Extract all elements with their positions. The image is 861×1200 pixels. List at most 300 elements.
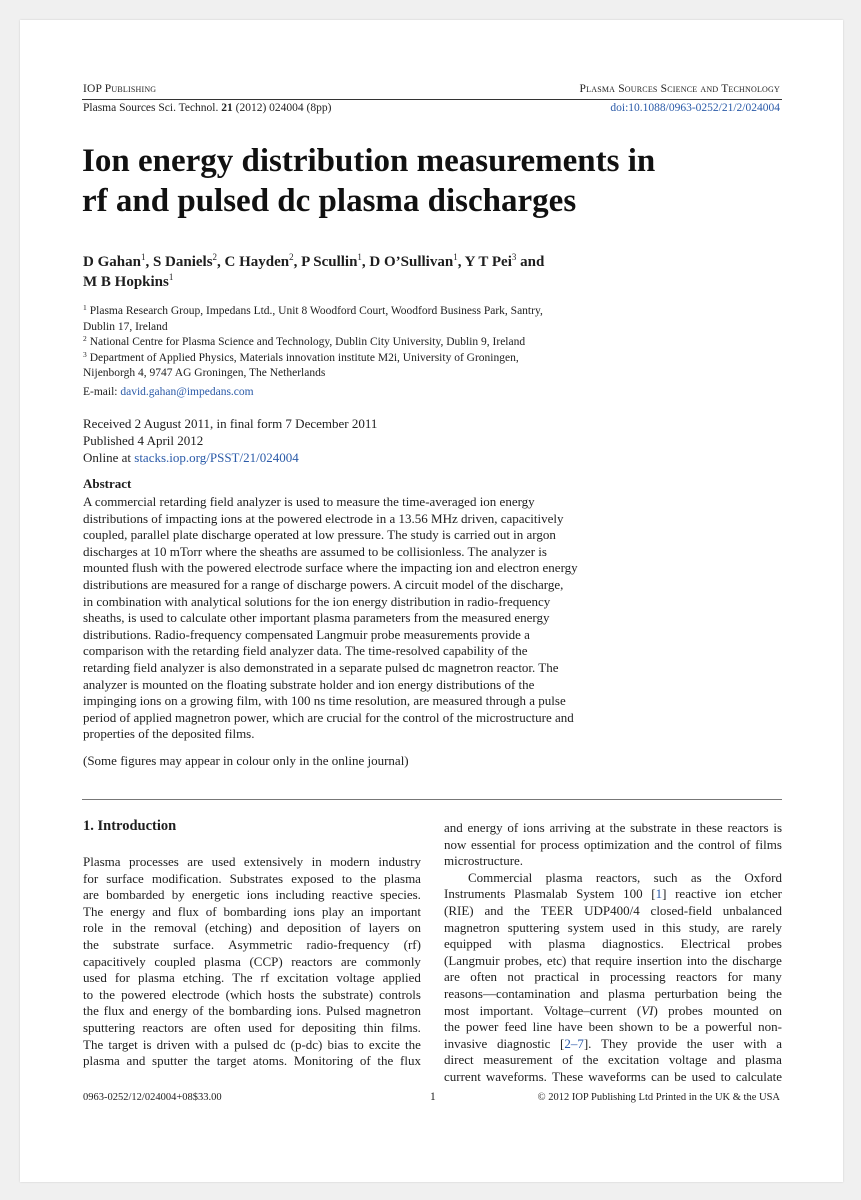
body-word: modern — [330, 854, 370, 869]
body-word: are — [340, 953, 357, 969]
body-word: the — [83, 936, 99, 952]
author-separator: , — [457, 254, 465, 270]
body-word: electrode — [171, 986, 220, 1002]
body-word: at — [595, 820, 605, 835]
abstract-line: A commercial retarding field analyzer is used to measure the time-averaged ion energy — [83, 494, 535, 509]
body-word: magnetron — [365, 1003, 421, 1019]
journal-name: Plasma Sources Science and Technology — [579, 83, 780, 95]
body-word: the — [194, 1053, 211, 1069]
body-word: many — [753, 969, 782, 985]
body-word: for — [83, 870, 99, 886]
author-affiliation-marker: 1 — [453, 252, 458, 262]
body-word: equipped — [444, 936, 492, 952]
body-word: used — [83, 970, 107, 986]
body-word: perturbation — [654, 985, 719, 1001]
body-word: energy — [152, 1003, 188, 1019]
body-text-line — [444, 1069, 782, 1086]
body-word: to — [341, 870, 353, 886]
body-word: the — [208, 1003, 225, 1019]
body-word: Plasma — [83, 854, 121, 869]
header-rule — [82, 99, 782, 100]
body-word: have — [558, 1019, 583, 1035]
body-word: the — [83, 1003, 99, 1019]
body-word: target — [108, 1036, 138, 1052]
body-word: insertion — [636, 952, 683, 968]
body-word: discharge — [732, 952, 782, 968]
body-word: the — [129, 920, 146, 936]
body-word: sputter — [152, 1053, 188, 1069]
body-word: plasma — [137, 970, 175, 986]
body-word: of — [192, 1003, 204, 1019]
body-word: used — [211, 854, 236, 869]
body-word: of — [562, 1052, 573, 1068]
body-word: etc) — [546, 952, 567, 968]
body-word: essential — [471, 836, 516, 852]
body-word: and — [716, 1052, 736, 1068]
body-word: used — [248, 1019, 272, 1035]
body-word: the — [514, 902, 530, 918]
section-separator — [82, 799, 782, 800]
body-word: controls — [379, 986, 421, 1002]
body-word: on — [769, 1002, 782, 1018]
body-word: invasive — [444, 1035, 488, 1051]
body-text-line — [83, 954, 421, 971]
body-word: used — [612, 919, 636, 935]
body-word: Commercial — [468, 869, 533, 885]
body-word: processing — [609, 969, 666, 985]
body-word: the — [686, 1035, 703, 1051]
body-word: excite — [368, 1036, 400, 1052]
body-word: 100 — [623, 886, 643, 902]
body-word: (VI) — [636, 1002, 658, 1018]
body-word: surface — [106, 870, 144, 886]
body-word: system — [567, 919, 604, 935]
body-word: non- — [758, 1019, 782, 1035]
citation-volume: 21 — [221, 102, 233, 114]
author-affiliation-marker: 2 — [212, 252, 218, 262]
author-affiliation-marker: 1 — [140, 252, 146, 262]
author-affiliation-marker: 2 — [289, 252, 294, 262]
body-text-line — [83, 887, 421, 904]
affiliation-number: 2 — [83, 334, 87, 343]
body-word: probes, — [504, 952, 543, 968]
body-word: been — [588, 1019, 614, 1035]
body-text-line — [444, 1019, 782, 1036]
body-word: study, — [689, 919, 720, 935]
citation-journal: Plasma Sources Sci. Technol. — [83, 102, 219, 114]
body-word: voltage — [336, 970, 375, 986]
body-word: substrate — [630, 820, 677, 835]
body-word: that — [571, 952, 591, 968]
author-separator: and — [516, 254, 545, 270]
received-date: Received 2 August 2011, in final form 7 December 2011 — [83, 416, 378, 431]
online-label: Online at — [83, 450, 132, 465]
citation-line — [83, 102, 331, 114]
author-affiliation-marker: 3 — [511, 252, 517, 262]
body-word: diagnostic — [496, 1035, 551, 1051]
footer-code: 0963-0252/12/024004+08$33.00 — [83, 1092, 222, 1103]
body-word: (RIE) — [444, 902, 474, 918]
body-column-left — [83, 854, 421, 1070]
abstract-line: impinging ions on a growing film, with 100 ns time resolution, are measured through a pulse — [83, 693, 566, 709]
body-word: Monitoring — [293, 1053, 354, 1069]
abstract-line: distributions are measured for a range of discharge powers. A circuit model of the discharge, — [83, 576, 564, 592]
body-word: and — [484, 902, 504, 918]
body-word: species. — [380, 887, 421, 903]
body-word: the — [300, 986, 317, 1002]
body-word: this — [662, 919, 681, 935]
body-word: waveforms — [588, 1068, 646, 1084]
body-word: bombarding — [228, 1003, 292, 1019]
body-word: a — [223, 1036, 229, 1052]
body-word: plasma — [548, 936, 586, 952]
affiliation-number: 3 — [83, 349, 87, 359]
body-word: reasons—contamination — [444, 985, 571, 1001]
body-text-line — [83, 937, 421, 954]
body-word: important — [370, 903, 421, 919]
body-word: (rf) — [403, 936, 421, 952]
abstract-line: analyzer is mounted on the floating substrate holder and ion energy distributions of the — [83, 676, 535, 692]
affiliation-line: $^3$ Department of Applied Physics, Materials innovation institute M2i, University of Groningen, — [83, 349, 519, 364]
body-word: for — [520, 836, 536, 852]
author-separator: , — [361, 254, 370, 270]
body-word: ion — [724, 886, 742, 902]
body-word: Voltage–current — [543, 1002, 627, 1018]
body-word: bombarded — [106, 887, 165, 903]
body-text-line — [444, 953, 782, 970]
body-word: energy — [110, 903, 146, 919]
body-word: sputtering — [507, 919, 560, 935]
email-label: E-mail: — [83, 386, 118, 398]
body-word: the — [609, 820, 626, 835]
body-word: ions. — [296, 1003, 322, 1019]
body-word: industry — [378, 854, 421, 869]
body-text-line — [444, 1052, 782, 1069]
paper-page — [20, 20, 843, 1182]
body-word: control — [698, 836, 736, 852]
body-word: and — [654, 836, 674, 852]
body-word: of — [359, 1053, 371, 1069]
body-word: the — [715, 869, 732, 885]
body-word: with — [508, 936, 532, 952]
body-word: and — [129, 1003, 149, 1019]
body-word: the — [360, 870, 377, 886]
body-word: reactors, — [595, 869, 641, 885]
body-word: Plasmalab — [514, 886, 568, 902]
body-text-line — [83, 920, 421, 937]
author-name: D Gahan — [83, 254, 141, 270]
body-word: to — [720, 1068, 731, 1084]
title-line: Ion energy distribution measurements in — [82, 143, 656, 179]
body-word: the — [766, 985, 782, 1001]
author-name: M B Hopkins — [83, 274, 169, 290]
body-word: substrate) — [322, 986, 374, 1002]
body-word: is — [142, 1036, 152, 1052]
body-word: plasma — [745, 1052, 782, 1068]
body-word: Pulsed — [326, 1003, 361, 1019]
body-word: plasma — [83, 1053, 120, 1069]
body-word: layers — [368, 920, 400, 936]
body-word: powered — [121, 986, 166, 1002]
body-word: flux — [400, 1053, 421, 1069]
affiliation-number: 1 — [83, 303, 87, 312]
abstract-heading: Abstract — [83, 476, 132, 491]
body-word: The — [83, 903, 104, 919]
body-word: processes — [129, 854, 179, 869]
publication-dates — [83, 415, 377, 466]
body-word: for — [727, 969, 743, 985]
body-text-line — [444, 920, 782, 937]
author-list — [83, 252, 783, 292]
body-word: reactors — [142, 1019, 184, 1035]
affiliation-line: $^2$ National Centre for Plasma Science and Technology, Dublin City University, Dublin 9, Ireland — [83, 334, 526, 348]
body-word: now — [444, 836, 467, 852]
body-word: excitation — [277, 970, 329, 986]
body-text-line — [444, 903, 782, 920]
body-word: These — [552, 1068, 584, 1084]
body-word: a — [776, 1035, 782, 1051]
author-name: C Hayden — [224, 254, 290, 270]
body-word: Substrates — [229, 870, 284, 886]
body-word: reactive — [675, 886, 717, 902]
body-word: capacitively — [83, 953, 146, 969]
body-word: closed-field — [650, 902, 712, 918]
online-url-link[interactable]: stacks.iop.org/PSST/21/024004 — [134, 450, 299, 465]
body-word: power — [465, 1019, 499, 1035]
body-word: (CCP) — [249, 953, 283, 969]
email-link[interactable]: david.gahan@impedans.com — [120, 386, 254, 398]
body-word: exposed — [291, 870, 334, 886]
body-word: the — [582, 1052, 599, 1068]
colour-note: (Some figures may appear in colour only in the online journal) — [83, 753, 409, 768]
body-column-right — [444, 820, 782, 1086]
abstract-line: distributions. Radio-frequency compensated Langmuir probe measurements provide a — [83, 626, 530, 642]
body-word: surface. — [173, 936, 215, 952]
body-word: line — [532, 1019, 553, 1035]
body-text-line — [444, 886, 782, 903]
body-word: Instruments — [444, 886, 506, 902]
body-word: optimization — [583, 836, 650, 852]
body-word: They — [601, 1035, 628, 1051]
body-word: for — [279, 1019, 295, 1035]
body-word: user — [712, 1035, 734, 1051]
body-text-line — [83, 1053, 421, 1070]
affiliation-line: Dublin 17, Ireland — [83, 320, 168, 333]
author-name: D O’Sullivan — [369, 254, 454, 270]
body-word: of — [739, 836, 751, 852]
body-word: energy — [467, 820, 503, 835]
affiliation-list — [83, 304, 603, 382]
body-word: these — [695, 820, 723, 835]
body-word: commonly — [365, 953, 421, 969]
body-word: modification. — [151, 870, 222, 886]
body-word: the — [99, 986, 116, 1002]
page-number: 1 — [430, 1091, 436, 1103]
body-word: and — [126, 1053, 146, 1069]
body-word: for — [114, 970, 130, 986]
body-text-line — [83, 1003, 421, 1020]
body-word: role — [83, 920, 104, 936]
body-word: practical — [534, 969, 580, 985]
body-word: thin — [363, 1019, 384, 1035]
doi-link[interactable]: doi:10.1088/0963-0252/21/2/024004 — [610, 102, 780, 114]
body-word: in — [681, 820, 692, 835]
body-word: in — [111, 920, 122, 936]
body-word: measurement — [483, 1052, 553, 1068]
body-word: to — [83, 986, 94, 1002]
body-word: [2–7]. — [559, 1035, 592, 1051]
title-line: rf and pulsed dc plasma discharges — [82, 183, 577, 219]
body-word: require — [595, 952, 632, 968]
body-word: reactive — [331, 887, 373, 903]
body-word: ions — [523, 820, 545, 835]
body-word: flux — [177, 903, 199, 919]
body-word: hosts — [267, 986, 295, 1002]
body-word: shown — [619, 1019, 654, 1035]
body-word: (which — [225, 986, 262, 1002]
body-word: extensively — [243, 854, 304, 869]
body-word: by — [171, 887, 185, 903]
body-word: mounted — [713, 1002, 759, 1018]
body-word: The — [83, 1036, 104, 1052]
abstract-text — [83, 494, 643, 743]
body-word: removal — [154, 920, 197, 936]
abstract-line: coupled, parallel plate discharge operated at low pressure. The study is carried out in argon — [83, 527, 556, 543]
footer-copyright: © 2012 IOP Publishing Ltd Printed in the UK & the USA — [537, 1092, 780, 1103]
body-word: applied — [382, 970, 421, 986]
body-word: dc — [273, 1036, 286, 1052]
body-word: sputtering — [83, 1019, 135, 1035]
body-word: are — [83, 887, 99, 903]
body-word: target — [216, 1053, 247, 1069]
body-word: (Langmuir — [444, 952, 500, 968]
body-word: the — [677, 836, 694, 852]
body-text-line — [444, 936, 782, 953]
body-word: often — [470, 969, 497, 985]
body-word: process — [540, 836, 580, 852]
body-word: including — [275, 887, 325, 903]
body-word: a — [693, 1019, 700, 1035]
body-word: feed — [504, 1019, 527, 1035]
body-word: Electrical — [680, 936, 731, 952]
body-word: System — [576, 886, 615, 902]
body-word: films. — [390, 1019, 421, 1035]
abstract-line: sheaths, is used to calculate other important plasma parameters from the measured energy — [83, 610, 550, 626]
body-text-line — [444, 820, 782, 837]
body-word: are — [190, 1019, 207, 1035]
body-text-line — [444, 1003, 782, 1020]
body-word: diagnostics. — [602, 936, 664, 952]
body-word: bias — [327, 1036, 349, 1052]
body-word: the — [405, 1036, 421, 1052]
body-word: of — [507, 820, 519, 835]
body-word: and — [260, 920, 279, 936]
body-word: current — [444, 1068, 481, 1084]
author-name: P Scullin — [301, 254, 358, 270]
section-heading: 1. Introduction — [83, 818, 177, 834]
body-word: Asymmetric — [228, 936, 293, 952]
body-word: etcher — [750, 886, 782, 902]
body-word: magnetron — [444, 919, 500, 935]
body-word: atoms. — [252, 1053, 288, 1069]
body-word: etching. — [182, 970, 225, 986]
body-word: arriving — [549, 820, 591, 835]
abstract-line: comparison with the retarding field analyzer data. The time-resolved capability of the — [83, 643, 528, 659]
body-word: The — [232, 970, 253, 986]
body-word: can — [651, 1068, 670, 1084]
body-word: is — [773, 820, 782, 835]
published-date: Published 4 April 2012 — [83, 433, 204, 448]
body-word: most — [444, 1002, 470, 1018]
body-word: and — [579, 985, 599, 1001]
abstract-line: distributions of impacting ions at the powered electrode in a 13.56 MHz driven, capacitively — [83, 510, 564, 526]
body-word: probes — [747, 936, 782, 952]
body-word: rf — [260, 970, 270, 986]
body-word: flux — [103, 1003, 125, 1019]
body-word: of — [349, 920, 361, 936]
body-word: in — [311, 854, 322, 869]
abstract-line: properties of the deposited films. — [83, 726, 255, 742]
body-word: films — [755, 836, 782, 852]
body-text-line: microstructure. — [444, 853, 524, 869]
body-word: coupled — [154, 953, 196, 969]
body-word: (p-dc) — [290, 1036, 323, 1052]
body-text-line — [83, 1020, 421, 1037]
body-word: unbalanced — [722, 902, 782, 918]
body-word: plasma — [384, 870, 421, 886]
body-text-line — [83, 904, 421, 921]
body-word: reactors — [727, 820, 769, 835]
body-text-line — [444, 870, 782, 887]
body-word: plasma — [204, 953, 241, 969]
online-line — [83, 449, 377, 466]
abstract-line: in combination with analytical solutions for the ion energy distribution in radio-frequency — [83, 593, 551, 609]
body-word: plasma — [608, 985, 646, 1001]
body-word: in — [589, 969, 600, 985]
body-word: probes — [668, 1002, 703, 1018]
email-line — [83, 386, 254, 398]
body-word: powerful — [705, 1019, 753, 1035]
body-text-line — [83, 854, 421, 871]
body-word: plasma — [545, 869, 583, 885]
body-word: and — [152, 903, 171, 919]
body-word: not — [507, 969, 524, 985]
body-word: provide — [637, 1035, 678, 1051]
author-separator: , — [293, 254, 302, 270]
body-word: used — [691, 1068, 716, 1084]
body-word: reactors — [675, 969, 718, 985]
body-word: in — [643, 919, 655, 935]
body-word: reactors — [291, 953, 333, 969]
body-word: the — [377, 1053, 394, 1069]
body-text-line — [444, 1036, 782, 1053]
body-word: to — [659, 1019, 670, 1035]
body-word: important. — [479, 1002, 534, 1018]
author-separator: , — [145, 254, 153, 270]
body-word: the — [444, 1019, 460, 1035]
body-word: play — [321, 903, 345, 919]
body-word: direct — [444, 1052, 474, 1068]
author-name: S Daniels — [152, 254, 213, 270]
body-word: substrate — [112, 936, 160, 952]
body-word: calculate — [735, 1068, 782, 1084]
body-word: be — [674, 1068, 687, 1084]
body-word: ions — [293, 903, 315, 919]
body-word: of — [205, 903, 217, 919]
body-word: radio-frequency — [306, 936, 390, 952]
body-word: such — [653, 869, 678, 885]
abstract-line: mounted flush with the powered electrode surface where the impacting ion and electron energy — [83, 560, 578, 576]
